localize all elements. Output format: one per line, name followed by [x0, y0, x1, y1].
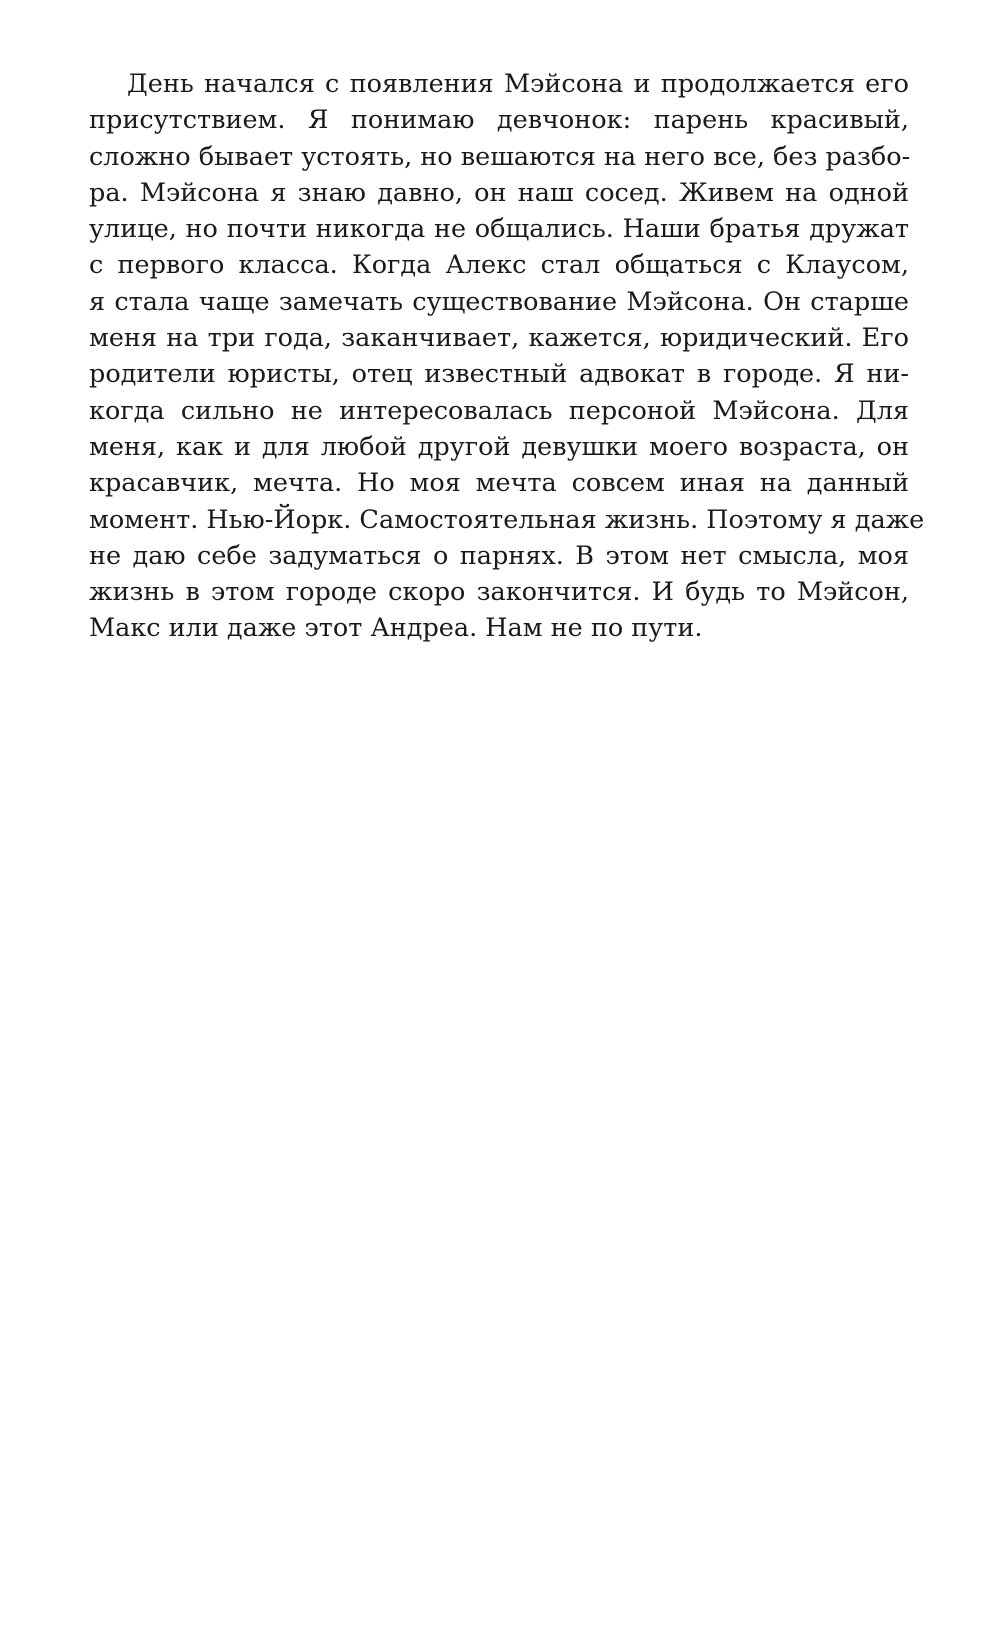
text-line: красавчик, мечта. Но моя мечта совсем иная на данный [89, 468, 909, 499]
text-line: сложно бывает устоять, но вешаются на него все, без разбо- [89, 141, 911, 172]
text-line: жизнь в этом городе скоро закончится. И будь то Мэйсон, [89, 577, 909, 608]
text-line: родители юристы, отец известный адвокат в городе. Я ни- [89, 359, 909, 390]
text-line: не даю себе задуматься о парнях. В этом нет смысла, моя [89, 540, 909, 571]
text-line: момент. Нью-Йорк. Самостоятельная жизнь. Поэтому я даже [89, 504, 925, 535]
text-line: улице, но почти никогда не общались. Наши братья дружат [89, 214, 909, 245]
text-line: с первого класса. Когда Алекс стал общаться с Клаусом, [89, 250, 909, 281]
text-line: присутствием. Я понимаю девчонок: парень красивый, [89, 105, 909, 136]
text-line: я стала чаще замечать существование Мэйсона. Он старше [89, 286, 909, 317]
text-line: День начался с появления Мэйсона и продолжается его [127, 69, 909, 99]
paragraph [89, 66, 925, 647]
text-line: меня, как и для любой другой девушки моего возраста, он [89, 431, 909, 462]
text-line: когда сильно не интересовалась персоной Мэйсона. Для [89, 395, 909, 426]
text-line: ра. Мэйсона я знаю давно, он наш сосед. Живем на одной [89, 177, 909, 208]
text-line: меня на три года, заканчивает, кажется, юридический. Его [89, 323, 909, 354]
text-line: Макс или даже этот Андреа. Нам не по пути. [89, 613, 703, 644]
